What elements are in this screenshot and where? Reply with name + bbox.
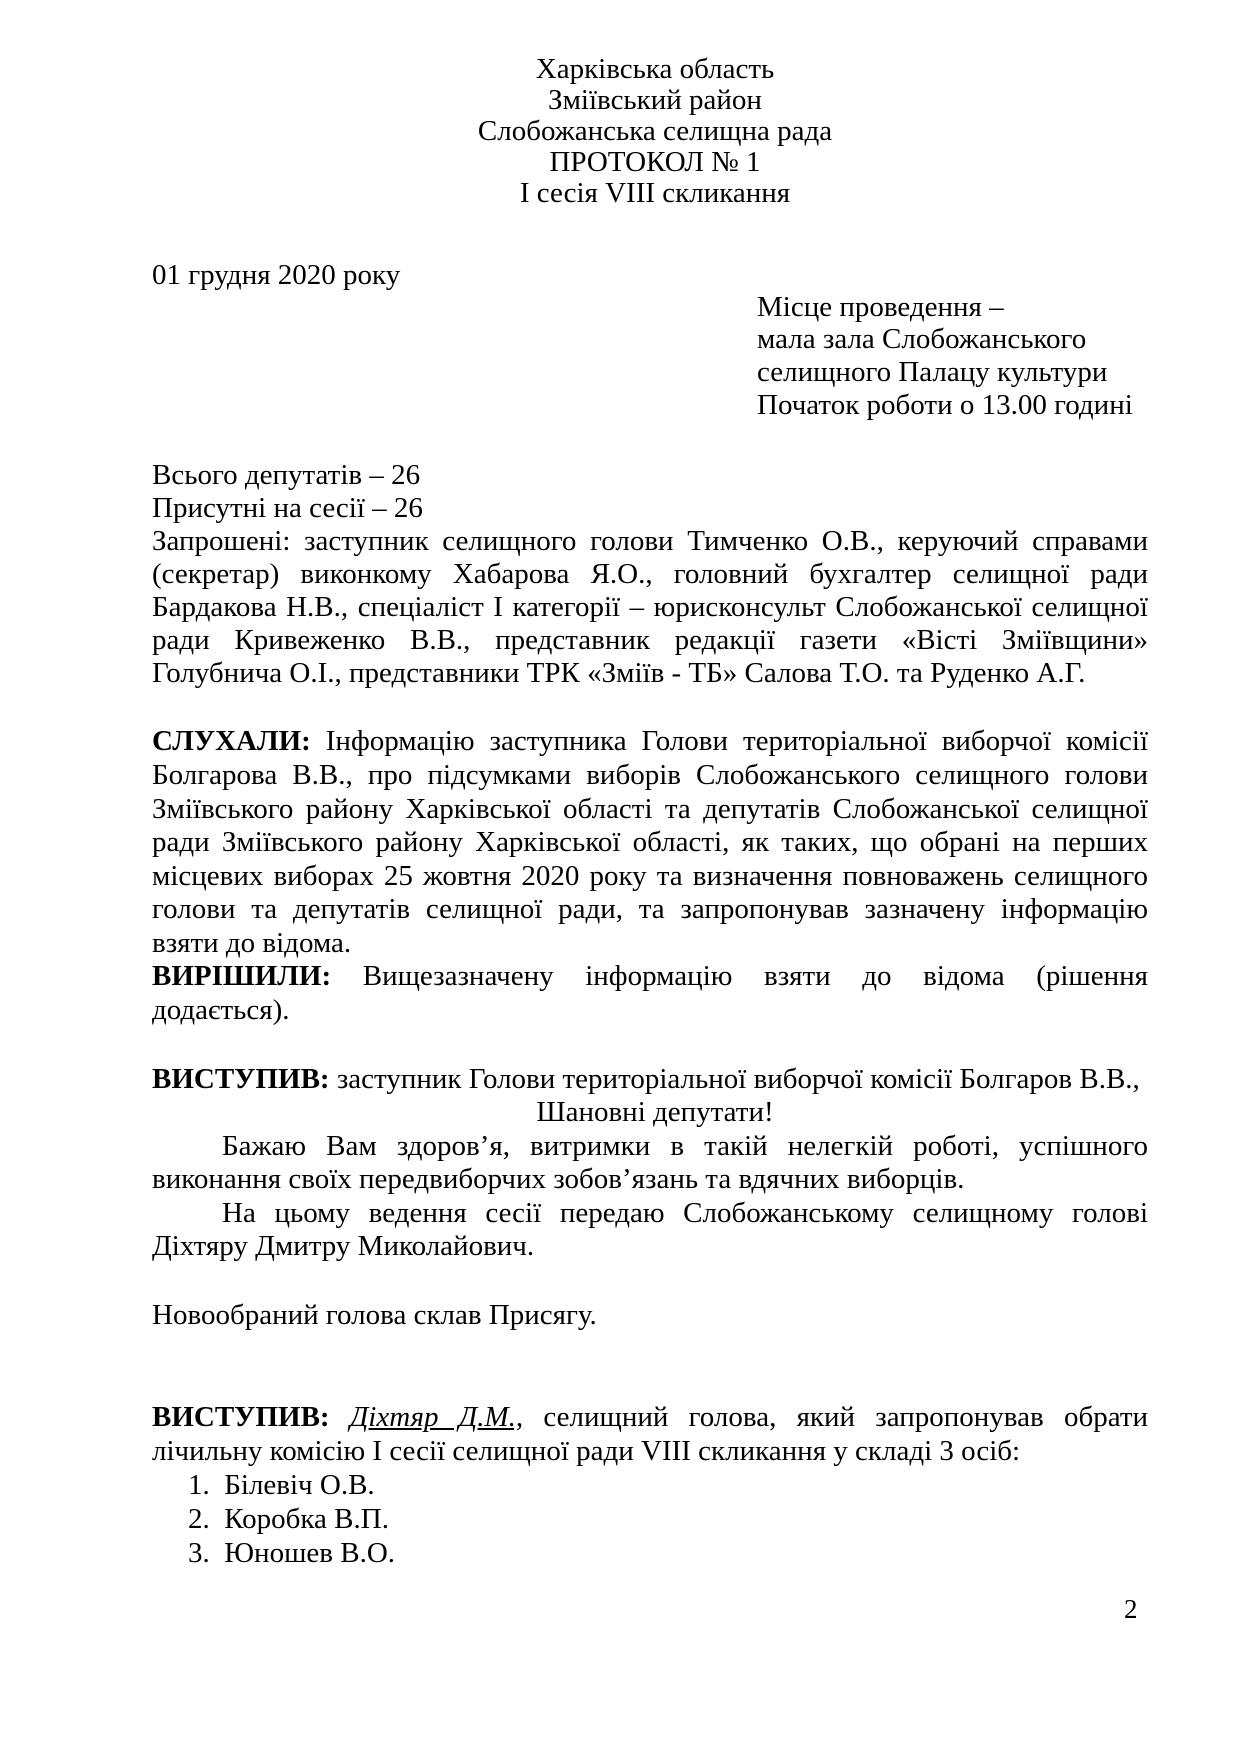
speech2-line: лічильну комісію І сесії селищної ради VІІІ скликання у складі 3 осіб:	[152, 1435, 1021, 1467]
header-session: І сесія VІІІ скликання	[519, 177, 791, 209]
venue-line-2: мала зала Слобожанського	[757, 323, 1087, 355]
invited-line: Голубнича О.І., представники ТРК «Зміїв - ТБ» Салова Т.О. та Руденко А.Г.	[152, 657, 1086, 689]
invited-line: ради Кривеженко В.В., представник редакції газети «Вісті Зміївщини»	[152, 624, 1148, 656]
decided-line: додається).	[152, 994, 290, 1026]
speech2-line: ВИСТУПИВ: Діхтяр Д.М., селищний голова, який запропонував обрати	[152, 1401, 1149, 1433]
header-protocol: ПРОТОКОЛ № 1	[549, 146, 761, 178]
heard-line: місцевих виборах 25 жовтня 2020 року та визначення повноважень селищного	[152, 860, 1148, 892]
speech-text: Бажаю Вам здоров’я, витримки в такій нелегкій роботі, успішного	[222, 1130, 1148, 1162]
invited-line: Бардакова Н.В., спеціаліст І категорії – юрисконсульт Слобожанської селищної	[152, 591, 1148, 623]
protocol-date: 01 грудня 2020 року	[152, 259, 401, 291]
decided-label: ВИРІШИЛИ:	[152, 960, 332, 992]
header-council: Слобожанська селищна рада	[477, 115, 833, 147]
deputies-total: Всього депутатів – 26	[152, 459, 421, 491]
speech2-label: ВИСТУПИВ:	[152, 1401, 330, 1433]
venue-line-3: селищного Палацу культури	[757, 356, 1108, 388]
header-district: Зміївський район	[548, 84, 762, 116]
heard-line: Болгарова В.В., про підсумками виборів Слобожанського селищного голови	[152, 759, 1148, 791]
heard-line: СЛУХАЛИ: Інформацію заступника Голови територіальної виборчої комісії	[152, 725, 1148, 757]
heard-line: взяти до відома.	[152, 927, 352, 959]
heard-line: ради Зміївського району Харківської області, як таких, що обрані на перших	[152, 826, 1148, 858]
speech-text: виконання своїх передвиборчих зобов’язань та вдячних виборців.	[152, 1163, 965, 1195]
page-number: 2	[1124, 1594, 1138, 1624]
header-region: Харківська область	[535, 53, 775, 85]
list-item: 1. Білевіч О.В.	[188, 1469, 375, 1501]
invited-line: Запрошені: заступник селищного голови Тимченко О.В., керуючий справами	[152, 525, 1148, 557]
decided-line: ВИРІШИЛИ: Вищезазначену інформацію взяти до відома (рішення	[152, 960, 1148, 992]
speech-intro: ВИСТУПИВ: заступник Голови територіальної виборчої комісії Болгаров В.В.,	[152, 1063, 1140, 1095]
invited-line: (секретар) виконкому Хабарова Я.О., головний бухгалтер селищної ради	[152, 558, 1148, 590]
venue-line-1: Місце проведення –	[757, 291, 1004, 323]
list-item: 3. Юношев В.О.	[188, 1537, 396, 1569]
speech-text: На цьому ведення сесії передаю Слобожанському селищному голові	[222, 1197, 1148, 1229]
deputies-present: Присутні на сесії – 26	[152, 492, 423, 524]
greeting: Шановні депутати!	[536, 1096, 774, 1128]
heard-line: голови та депутатів селищної ради, та запропонував зазначену інформацію	[152, 893, 1148, 925]
heard-line: Зміївського району Харківської області та депутатів Слобожанської селищної	[152, 793, 1148, 825]
speech-label: ВИСТУПИВ:	[152, 1063, 330, 1095]
oath-note: Новообраний голова склав Присягу.	[152, 1299, 597, 1331]
list-item: 2. Коробка В.П.	[188, 1503, 389, 1535]
speech-text: Діхтяру Дмитру Миколайович.	[152, 1230, 535, 1262]
speaker-name: Діхтяр Д.М.,	[349, 1401, 524, 1433]
heard-label: СЛУХАЛИ:	[152, 725, 311, 757]
venue-start-time: Початок роботи о 13.00 годині	[757, 389, 1133, 421]
